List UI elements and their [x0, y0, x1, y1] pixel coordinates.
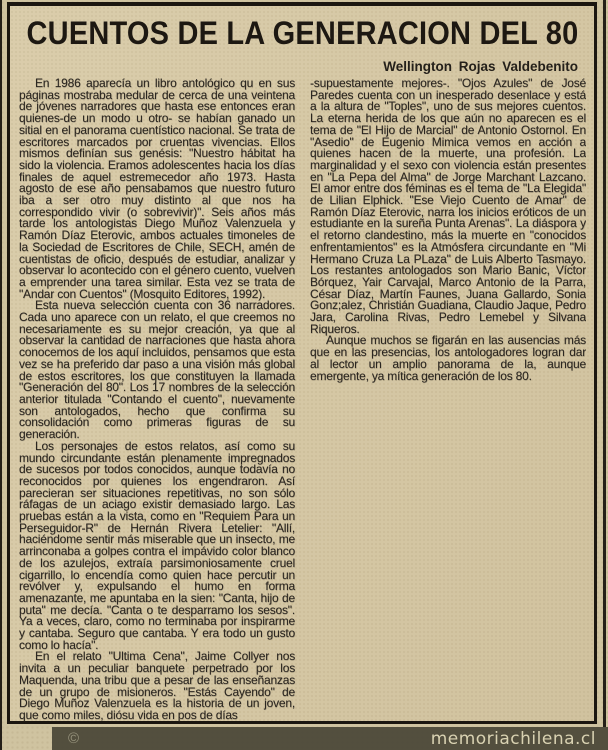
paragraph: Aunque muchos se figarán en las ausencias más que en las presencias, los antologadores logran dar al lector un amplio panorama de la, aunque emergente, ya mítica generación de los 80.: [310, 333, 586, 383]
copyright-icon: ©: [68, 730, 80, 747]
article-title: CUENTOS DE LA GENERACION DEL 80: [26, 16, 579, 52]
article-column-left: [19, 78, 295, 726]
watermark-bar: [52, 727, 608, 750]
clipping-edge-left-line: [0, 0, 2, 750]
paragraph: Esta nueva selección cuenta con 36 narradores. Cada uno aparece con un relato, el que creemos no necesariamente es su mejor creación, ya que al observar la cantidad de narraciones que hasta ahora conocemos de los aquí incluidos, pensamos que esta vez se ha preferido dar paso a una visión más global de estos escritores, los que constituyen la llamada "Generación del 80". Los 17 nombres de la selección anterior titulada "Contando el cuento", nuevamente son antologados, hecho que confirma su consolidación como primeras figuras de su generación.: [19, 298, 295, 442]
paragraph: Los personajes de estos relatos, así como su mundo circundante están plenamente impregnados de sucesos por todos conocidos, aunque todavía no reconocidos por quienes los engendraron. Así parecieran ser situaciones repetitivas, no son sólo ráfagas de un aciago existir demasiado largo. Las pruebas están a la vista, como en "Requiem Para un Perseguidor-R" de Hernán Rivera Letelier: "Allí, haciéndome sentir más miserable que un insecto, me arrinconaba a golpes contra el impávido color blanco de los azulejos, extraía parsimoniosamente cruel cigarrillo, lo encendía como quien hace percutir un revólver y, expulsando el humo en forma amenazante, me apuntaba en la sien: "Canta, hijo de puta" me decía. "Canta o te desparramo los sesos". Ya a veces, claro, como no terminaba por inspirarme y cantaba. Seguro que cantaba. Y era todo un gusto como lo hacía".: [19, 438, 295, 652]
paragraph: En 1986 aparecía un libro antológico qu en sus páginas mostraba medular de cerca de una veintena de jóvenes narradores que hasta ese entonces eran quienes-de un modo u otro- se habían ganado un sitial en el panorama cuentístico nacional. Se trata de escritores marcados por cruentas vivencias. Ellos mismos definían sus genésis: "Nuestro hábitat ha sido la violencia. Eramos adolescentes hacia los días finales de aquel estremecedor año 1973. Hasta agosto de ese año pensabamos que nuestro futuro iba a ser otro muy distinto al que nos ha correspondido vivir (o sobrevivir)". Seis años más tarde los antologistas Diego Muñoz Valenzuela y Ramón Díaz Eterovic, ambos actuales timoneles de la Sociedad de Escritores de Chile, SECH, amén de cuentistas de oficio, después de estudiar, analizar y observar lo acontecido con el género cuento, vuelven a emprender una tarea similar. Esta vez se trata de "Andar con Cuentos" (Mosquito Editores, 1992).: [19, 78, 295, 301]
article-body: [19, 78, 586, 726]
paragraph: -supuestamente mejores-. "Ojos Azules" de José Paredes cuenta con un inesperado desenlace y está a la altura de "Toples", uno de sus mejores cuentos. La eterna herida de los que aún no aparecen es el tema de "El Hijo de Marcial" de Antonio Ostornol. En "Asedio" de Eugenio Mimica vemos en acción a quienes hacen de la muerte, una profesión. La marginalidad y el sexo con violencia están presentes en "La Pepa del Alma" de Jorge Marchant Lazcano. El amor entre dos féminas es el tema de "La Elegida" de Lilian Elphick. "Ese Viejo Cuento de Amar" de Ramón Díaz Eterovic, narra los inicios eróticos de un estudiante en la sureña Punta Arenas". La diáspora y el retorno clandestino, más la muerte en "conocidos enfrentamientos" es la Atmósfera circundante en "Mi Hermano Cruza La PLaza" de Luis Alberto Tasmayo. Los restantes antologados son Mario Banic, Víctor Bórquez, Yair Carvajal, Marco Antonio de la Parra, César Díaz, Martín Faunes, Juana Gallardo, Sonia Gonz;alez, Christián Guadiana, Claudio Jaque, Pedro Jara, Carolina Rivas, Pedro Lemebel y Silvana Riqueros.: [310, 78, 586, 336]
paragraph: En el relato "Ultima Cena", Jaime Collyer nos invita a un peculiar banquete perpetrado por los Maquenda, una tribu que a pesar de las enseñanzas de un grupo de misioneros. "Estás Cayendo" de Diego Muñoz Valenzuela es la historia de un joven, que como miles, diósu vida en pos de días: [19, 649, 295, 722]
watermark-site: memoriachilena.cl: [430, 728, 596, 749]
newspaper-clipping: [7, 2, 597, 724]
article-byline: Wellington Rojas Valdebenito: [383, 59, 578, 74]
clipping-edge-right-line: [603, 0, 606, 727]
article-column-right: [310, 78, 586, 726]
